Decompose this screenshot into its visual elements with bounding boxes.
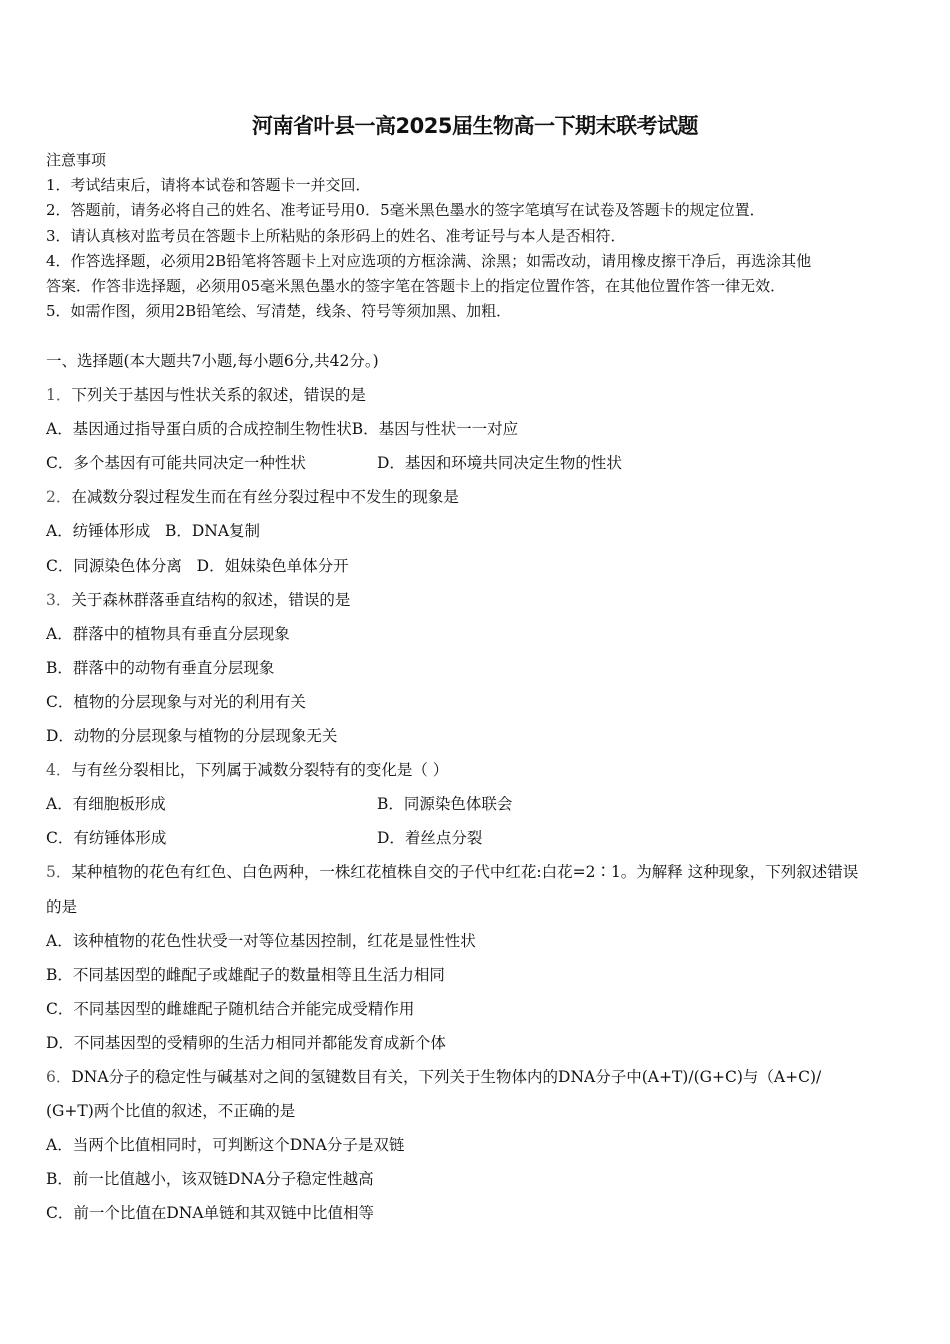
questions-section <box>46 344 916 1230</box>
option-a: A．该种植物的花色性状受一对等位基因控制，红花是显性性状 <box>46 931 476 950</box>
question-text: 在减数分裂过程发生而在有丝分裂过程中不发生的现象是 <box>71 488 459 507</box>
option-a: A．当两个比值相同时，可判断这个DNA分子是双链 <box>46 1136 405 1155</box>
question-number: 1． <box>46 386 72 405</box>
question-stem <box>46 1060 916 1094</box>
option-c: C．多个基因有可能共同决定一种性状 <box>46 454 306 473</box>
question-number: 6． <box>46 1067 72 1086</box>
option-a: A．基因通过指导蛋白质的合成控制生物性状 <box>46 420 352 439</box>
option-c: C．植物的分层现象与对光的利用有关 <box>46 692 306 711</box>
question-stem <box>46 378 916 412</box>
option-b: B．不同基因型的雌配子或雄配子的数量相等且生活力相同 <box>46 965 445 984</box>
note-item: 答案．作答非选择题，必须用05毫米黑色墨水的签字笔在答题卡上的指定位置作答，在其他位置作答一律无效． <box>46 276 786 295</box>
option-row <box>46 821 916 855</box>
note-item: 4．作答选择题，必须用2B铅笔将答题卡上对应选项的方框涂满、涂黑；如需改动，请用橡皮擦干净后，再选涂其他 <box>46 251 812 270</box>
section-heading: 一、选择题(本大题共7小题,每小题6分,共42分。) <box>46 352 379 370</box>
option-c: C．同源染色体分离 <box>46 556 182 575</box>
question-stem <box>46 583 916 617</box>
notes-section <box>46 148 916 324</box>
option-row <box>46 549 916 583</box>
option-row <box>46 412 916 446</box>
question-stem <box>46 480 916 514</box>
option-d: D．动物的分层现象与植物的分层现象无关 <box>46 727 338 746</box>
option-d: D．着丝点分裂 <box>377 829 483 848</box>
question-number: 5． <box>46 863 72 882</box>
question-stem <box>46 753 916 787</box>
option-a: A．有细胞板形成 <box>46 795 166 814</box>
notes-heading: 注意事项 <box>46 151 107 169</box>
option-c: C．有纺锤体形成 <box>46 829 167 848</box>
question-text: 与有丝分裂相比，下列属于减数分裂特有的变化是（ ） <box>71 761 449 780</box>
option-b: B．前一比值越小，该双链DNA分子稳定性越高 <box>46 1170 374 1189</box>
question-number: 3． <box>46 590 72 609</box>
option-d: D．姐妹染色单体分开 <box>196 556 349 575</box>
question-text: 某种植物的花色有红色、白色两种，一株红花植株自交的子代中红花:白花=2∶1。为解释 这种现象，下列叙述错误 <box>71 863 859 882</box>
option-b: B．群落中的动物有垂直分层现象 <box>46 658 275 677</box>
question-stem <box>46 855 916 889</box>
note-item: 5．如需作图，须用2B铅笔绘、写清楚，线条、符号等须加黑、加粗． <box>46 302 512 321</box>
option-b: B．DNA复制 <box>164 522 261 541</box>
note-item: 1．考试结束后，请将本试卷和答题卡一并交回． <box>46 176 371 195</box>
option-a: A．群落中的植物具有垂直分层现象 <box>46 624 290 643</box>
question-text: 下列关于基因与性状关系的叙述，错误的是 <box>71 386 366 405</box>
option-c: C．前一个比值在DNA单链和其双链中比值相等 <box>46 1204 375 1223</box>
option-b: B．同源染色体联会 <box>377 795 513 814</box>
option-c: C．不同基因型的雌雄配子随机结合并能完成受精作用 <box>46 999 415 1018</box>
page-title: 河南省叶县一高2025届生物高一下期末联考试题 <box>252 114 698 138</box>
option-d: D．不同基因型的受精卵的生活力相同并都能发育成新个体 <box>46 1033 446 1052</box>
question-number: 2． <box>46 488 72 507</box>
question-text-cont: (G+T)两个比值的叙述，不正确的是 <box>46 1102 296 1121</box>
option-row <box>46 787 916 821</box>
question-number: 4． <box>46 761 72 780</box>
option-d: D．基因和环境共同决定生物的性状 <box>377 454 622 473</box>
option-row <box>46 446 916 480</box>
option-a: A．纺锤体形成 <box>46 522 151 541</box>
question-text: DNA分子的稳定性与碱基对之间的氢键数目有关，下列关于生物体内的DNA分子中(A+T)/(G+C)与（A+C)/ <box>71 1067 822 1086</box>
question-text-cont: 的是 <box>46 897 78 916</box>
option-b: B．基因与性状一一对应 <box>351 420 519 439</box>
note-item: 2．答题前，请务必将自己的姓名、准考证号用0．5毫米黑色墨水的签字笔填写在试卷及答题卡的规定位置． <box>46 201 765 220</box>
option-row <box>46 514 916 548</box>
question-text: 关于森林群落垂直结构的叙述，错误的是 <box>71 590 351 609</box>
note-item: 3．请认真核对监考员在答题卡上所粘贴的条形码上的姓名、准考证号与本人是否相符． <box>46 226 626 245</box>
